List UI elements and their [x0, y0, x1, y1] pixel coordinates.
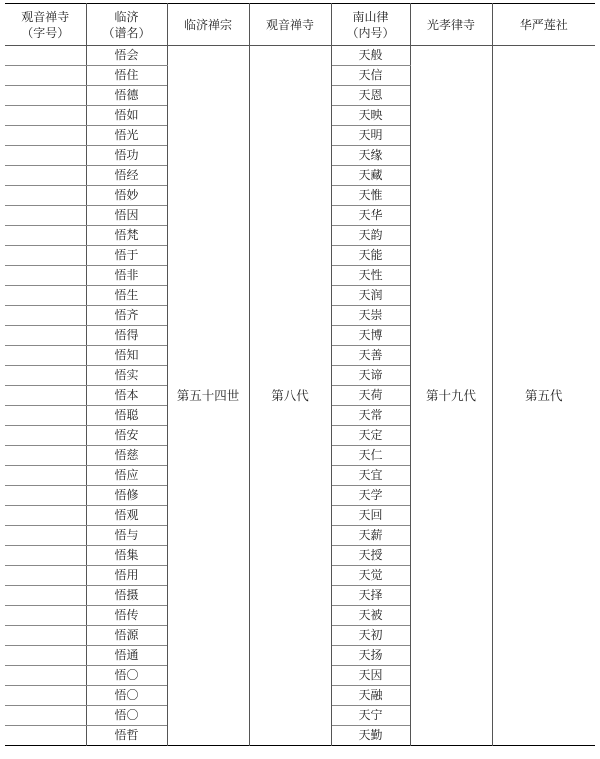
cell-puming: 悟与 — [86, 526, 167, 546]
cell-zihao — [5, 106, 86, 126]
cell-neihao: 天初 — [331, 626, 410, 646]
cell-puming: 悟非 — [86, 266, 167, 286]
cell-puming: 悟生 — [86, 286, 167, 306]
cell-puming: 悟于 — [86, 246, 167, 266]
cell-neihao: 天荷 — [331, 386, 410, 406]
cell-zihao — [5, 126, 86, 146]
cell-puming: 悟实 — [86, 366, 167, 386]
cell-puming: 悟因 — [86, 206, 167, 226]
header-linji-puming: 临济 （谱名） — [86, 4, 167, 46]
lineage-table — [5, 3, 595, 746]
cell-zihao — [5, 346, 86, 366]
cell-puming: 悟得 — [86, 326, 167, 346]
cell-zihao — [5, 306, 86, 326]
table-body — [5, 46, 595, 746]
cell-puming: 悟哲 — [86, 726, 167, 746]
header-row — [5, 4, 595, 46]
header-guanyin-chansi: 观音禅寺 — [249, 4, 331, 46]
cell-zihao — [5, 246, 86, 266]
cell-puming: 悟如 — [86, 106, 167, 126]
cell-neihao: 天勤 — [331, 726, 410, 746]
cell-puming: 悟摄 — [86, 586, 167, 606]
cell-puming: 悟聪 — [86, 406, 167, 426]
cell-neihao: 天被 — [331, 606, 410, 626]
cell-neihao: 天惟 — [331, 186, 410, 206]
cell-neihao: 天崇 — [331, 306, 410, 326]
cell-neihao: 天映 — [331, 106, 410, 126]
header-nanshan-neihao: 南山律 （内号） — [331, 4, 410, 46]
cell-zihao — [5, 726, 86, 746]
cell-zihao — [5, 146, 86, 166]
cell-puming: 悟用 — [86, 566, 167, 586]
cell-zihao — [5, 386, 86, 406]
table-row — [5, 46, 595, 66]
cell-neihao: 天韵 — [331, 226, 410, 246]
cell-zihao — [5, 446, 86, 466]
cell-guanyin-generation: 第八代 — [249, 46, 331, 746]
cell-zihao — [5, 86, 86, 106]
cell-neihao: 天回 — [331, 506, 410, 526]
cell-neihao: 天信 — [331, 66, 410, 86]
cell-puming: 悟经 — [86, 166, 167, 186]
cell-puming: 悟梵 — [86, 226, 167, 246]
cell-neihao: 天融 — [331, 686, 410, 706]
cell-neihao: 天善 — [331, 346, 410, 366]
cell-neihao: 天择 — [331, 586, 410, 606]
cell-neihao: 天谛 — [331, 366, 410, 386]
cell-neihao: 天觉 — [331, 566, 410, 586]
cell-puming: 悟修 — [86, 486, 167, 506]
cell-puming: 悟应 — [86, 466, 167, 486]
header-guangxiao-lusi: 光孝律寺 — [410, 4, 492, 46]
cell-zihao — [5, 646, 86, 666]
cell-neihao: 天缘 — [331, 146, 410, 166]
cell-huayan-generation: 第五代 — [492, 46, 595, 746]
cell-neihao: 天学 — [331, 486, 410, 506]
cell-neihao: 天明 — [331, 126, 410, 146]
cell-puming: 悟妙 — [86, 186, 167, 206]
cell-zihao — [5, 166, 86, 186]
cell-zihao — [5, 546, 86, 566]
cell-puming: 悟〇 — [86, 686, 167, 706]
cell-zihao — [5, 406, 86, 426]
header-huayan-lianshe: 华严莲社 — [492, 4, 595, 46]
cell-zihao — [5, 626, 86, 646]
cell-neihao: 天宜 — [331, 466, 410, 486]
cell-zihao — [5, 366, 86, 386]
cell-zihao — [5, 266, 86, 286]
cell-neihao: 天授 — [331, 546, 410, 566]
cell-puming: 悟集 — [86, 546, 167, 566]
header-guanyin-zihao: 观音禅寺 （字号） — [5, 4, 86, 46]
cell-puming: 悟齐 — [86, 306, 167, 326]
cell-puming: 悟观 — [86, 506, 167, 526]
cell-neihao: 天薪 — [331, 526, 410, 546]
cell-guangxiao-generation: 第十九代 — [410, 46, 492, 746]
cell-puming: 悟传 — [86, 606, 167, 626]
cell-puming: 悟〇 — [86, 706, 167, 726]
cell-neihao: 天扬 — [331, 646, 410, 666]
cell-linji-generation: 第五十四世 — [167, 46, 249, 746]
cell-zihao — [5, 66, 86, 86]
cell-neihao: 天润 — [331, 286, 410, 306]
cell-zihao — [5, 206, 86, 226]
cell-zihao — [5, 706, 86, 726]
cell-zihao — [5, 466, 86, 486]
cell-neihao: 天因 — [331, 666, 410, 686]
cell-neihao: 天常 — [331, 406, 410, 426]
cell-puming: 悟德 — [86, 86, 167, 106]
cell-neihao: 天藏 — [331, 166, 410, 186]
table-header — [5, 4, 595, 46]
cell-zihao — [5, 606, 86, 626]
cell-puming: 悟会 — [86, 46, 167, 66]
cell-puming: 悟源 — [86, 626, 167, 646]
header-linji-chanzong: 临济禅宗 — [167, 4, 249, 46]
cell-puming: 悟本 — [86, 386, 167, 406]
cell-zihao — [5, 686, 86, 706]
cell-puming: 悟安 — [86, 426, 167, 446]
cell-puming: 悟通 — [86, 646, 167, 666]
cell-neihao: 天华 — [331, 206, 410, 226]
cell-puming: 悟知 — [86, 346, 167, 366]
cell-zihao — [5, 526, 86, 546]
cell-zihao — [5, 506, 86, 526]
cell-zihao — [5, 326, 86, 346]
cell-puming: 悟住 — [86, 66, 167, 86]
cell-zihao — [5, 586, 86, 606]
cell-neihao: 天宁 — [331, 706, 410, 726]
cell-zihao — [5, 46, 86, 66]
cell-neihao: 天恩 — [331, 86, 410, 106]
cell-zihao — [5, 286, 86, 306]
cell-zihao — [5, 566, 86, 586]
cell-neihao: 天能 — [331, 246, 410, 266]
cell-zihao — [5, 666, 86, 686]
cell-neihao: 天般 — [331, 46, 410, 66]
cell-zihao — [5, 186, 86, 206]
cell-zihao — [5, 486, 86, 506]
cell-zihao — [5, 426, 86, 446]
cell-neihao: 天博 — [331, 326, 410, 346]
cell-zihao — [5, 226, 86, 246]
cell-neihao: 天仁 — [331, 446, 410, 466]
cell-puming: 悟功 — [86, 146, 167, 166]
cell-puming: 悟〇 — [86, 666, 167, 686]
cell-puming: 悟慈 — [86, 446, 167, 466]
cell-puming: 悟光 — [86, 126, 167, 146]
cell-neihao: 天定 — [331, 426, 410, 446]
cell-neihao: 天性 — [331, 266, 410, 286]
